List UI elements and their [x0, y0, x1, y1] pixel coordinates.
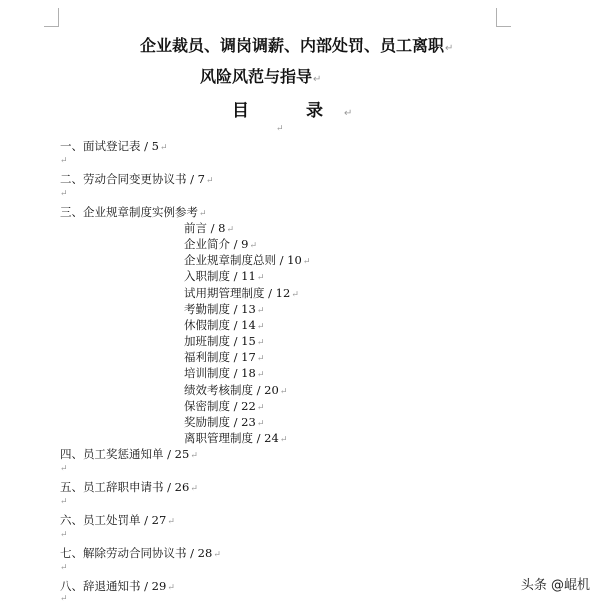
toc-subentry: 企业简介 / 9↵: [184, 237, 258, 251]
paragraph-mark-icon: ↵: [256, 273, 265, 283]
toc-subentry: 考勤制度 / 13↵: [184, 302, 265, 316]
paragraph-mark-icon: ↵: [276, 124, 284, 134]
toc-subentry: 加班制度 / 15↵: [184, 334, 265, 348]
paragraph-mark-icon: ↵: [60, 563, 68, 573]
toc-heading: 目 录↵: [232, 101, 353, 121]
paragraph-mark-icon: ↵: [313, 74, 322, 85]
paragraph-mark-icon: ↵: [167, 583, 175, 593]
paragraph-mark-icon: ↵: [256, 306, 265, 316]
toc-subentry: 入职制度 / 11↵: [184, 269, 265, 283]
paragraph-mark-icon: ↵: [291, 290, 299, 300]
paragraph-mark-icon: ↵: [190, 484, 198, 494]
toc-entry: 五、员工辞职申请书 / 26↵: [60, 480, 198, 494]
toc-subentry: 企业规章制度总则 / 10↵: [184, 253, 311, 267]
paragraph-mark-icon: ↵: [167, 517, 175, 527]
paragraph-mark-icon: ↵: [249, 241, 258, 251]
paragraph-mark-icon: ↵: [190, 451, 198, 461]
toc-subentry: 福利制度 / 17↵: [184, 350, 265, 364]
document-subtitle: 风险风范与指导↵: [200, 67, 322, 86]
toc-subentry: 保密制度 / 22↵: [184, 399, 265, 413]
toc-subentry: 休假制度 / 14↵: [184, 318, 265, 332]
paragraph-mark-icon: ↵: [160, 143, 168, 153]
paragraph-mark-icon: ↵: [199, 209, 207, 219]
paragraph-mark-icon: ↵: [60, 594, 68, 604]
watermark-label: 头条 @崐机: [520, 578, 590, 593]
toc-entry: 六、员工处罚单 / 27↵: [60, 513, 175, 527]
paragraph-mark-icon: ↵: [60, 189, 68, 199]
paragraph-mark-icon: ↵: [226, 225, 235, 235]
toc-subentry: 培训制度 / 18↵: [184, 366, 265, 380]
paragraph-mark-icon: ↵: [302, 257, 311, 267]
paragraph-mark-icon: ↵: [60, 156, 68, 166]
paragraph-mark-icon: ↵: [256, 370, 265, 380]
paragraph-mark-icon: ↵: [256, 322, 265, 332]
paragraph-mark-icon: ↵: [256, 338, 265, 348]
paragraph-mark-icon: ↵: [256, 419, 265, 429]
toc-subentry: 绩效考核制度 / 20↵: [184, 383, 288, 397]
paragraph-mark-icon: ↵: [344, 108, 353, 119]
paragraph-mark-icon: ↵: [60, 464, 68, 474]
paragraph-mark-icon: ↵: [213, 550, 221, 560]
toc-subentry: 奖励制度 / 23↵: [184, 415, 265, 429]
toc-entry: 二、劳动合同变更协议书 / 7↵: [60, 172, 214, 186]
margin-corner-mark: [44, 8, 59, 27]
toc-entry: 七、解除劳动合同协议书 / 28↵: [60, 546, 221, 560]
paragraph-mark-icon: ↵: [279, 435, 288, 445]
paragraph-mark-icon: ↵: [206, 176, 214, 186]
toc-subentry: 前言 / 8↵: [184, 221, 235, 235]
toc-entry: 四、员工奖惩通知单 / 25↵: [60, 447, 198, 461]
paragraph-mark-icon: ↵: [256, 354, 265, 364]
margin-corner-mark: [496, 8, 511, 27]
toc-entry: 一、面试登记表 / 5↵: [60, 139, 168, 153]
toc-entry: 八、辞退通知书 / 29↵: [60, 579, 175, 593]
paragraph-mark-icon: ↵: [445, 43, 454, 54]
toc-subentry: 离职管理制度 / 24↵: [184, 431, 288, 445]
paragraph-mark-icon: ↵: [279, 387, 288, 397]
document-title: 企业裁员、调岗调薪、内部处罚、员工离职↵: [140, 36, 454, 55]
paragraph-mark-icon: ↵: [60, 497, 68, 507]
toc-entry: 三、企业规章制度实例参考↵: [60, 205, 207, 219]
paragraph-mark-icon: ↵: [256, 403, 265, 413]
toc-subentry: 试用期管理制度 / 12↵: [184, 286, 299, 300]
paragraph-mark-icon: ↵: [60, 530, 68, 540]
